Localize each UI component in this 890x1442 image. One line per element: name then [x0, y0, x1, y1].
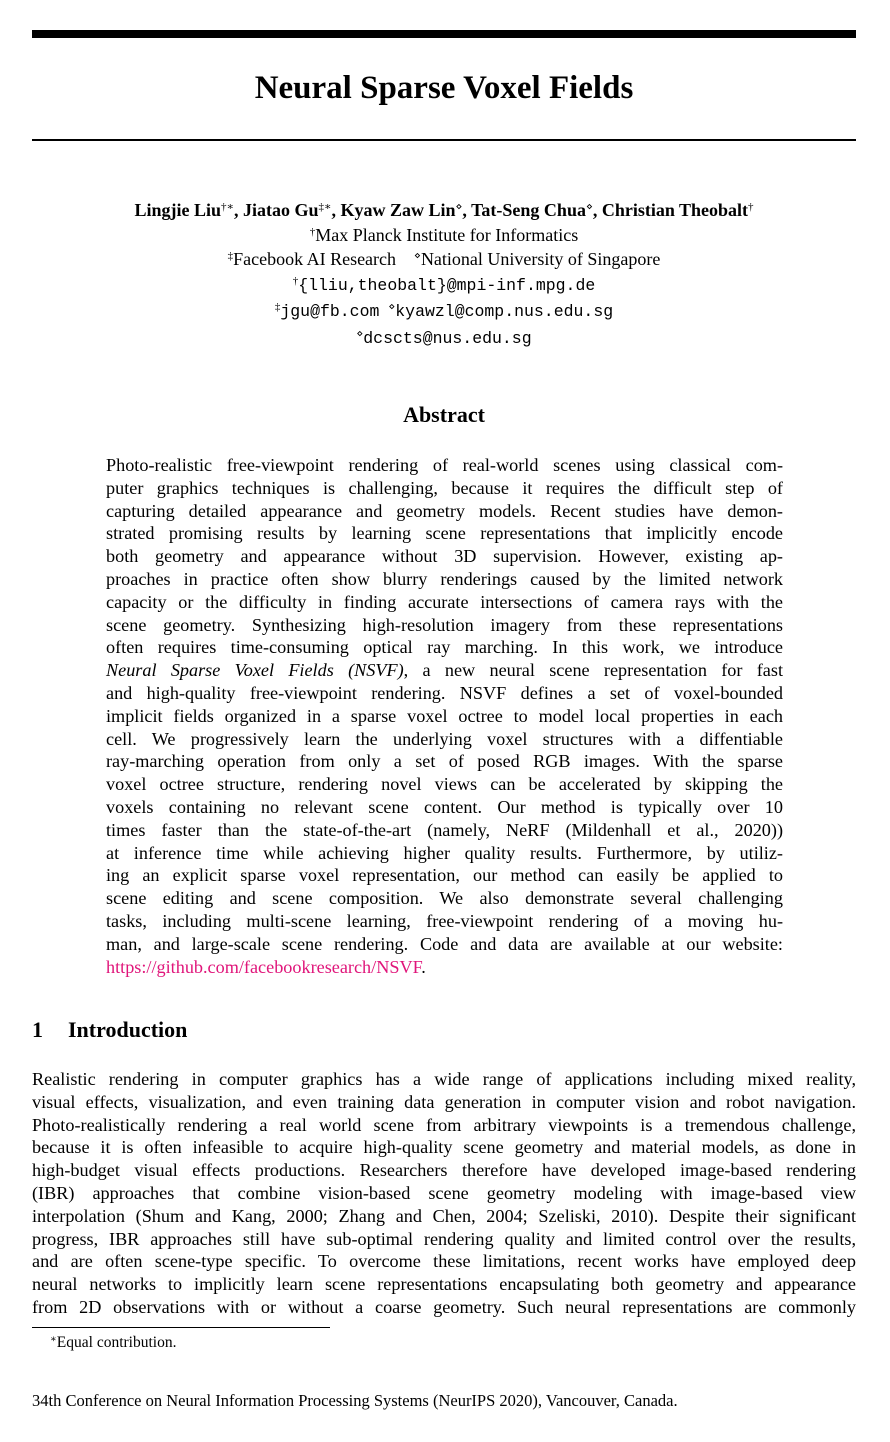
abstract-line: scene geometry. Synthesizing high-resolution imagery from these representations	[106, 614, 783, 635]
footnote-mark: ∗	[50, 1334, 57, 1345]
section-number: 1	[32, 1017, 43, 1042]
affiliation-mark: ⋄	[414, 250, 421, 262]
abstract-line: scene editing and scene composition. We also demonstrate several challenging	[106, 888, 783, 909]
abstract-line: ing an explicit sparse voxel representation, our method can easily be applied to	[106, 865, 783, 886]
intro-line: progress, IBR approaches still have sub-optimal rendering quality and limited control over the results,	[32, 1228, 856, 1249]
abstract-line: both geometry and appearance without 3D supervision. However, existing ap-	[106, 546, 783, 567]
abstract-line	[106, 956, 783, 979]
abstract-end: .	[421, 956, 426, 977]
footnote-text: Equal contribution.	[56, 1334, 177, 1351]
abstract-line: proaches in practice often show blurry renderings caused by the limited network	[106, 568, 783, 589]
author-mark: ⋄	[455, 201, 463, 213]
author-mark: ‡∗	[318, 201, 332, 213]
author-mark: †	[748, 201, 754, 213]
method-name: Neural Sparse Voxel Fields (NSVF)	[106, 660, 404, 681]
email-line	[32, 298, 856, 325]
abstract-line: capturing detailed appearance and geometry models. Recent studies have demon-	[106, 500, 783, 521]
email-mark: ⋄	[388, 301, 396, 313]
abstract-line: cell. We progressively learn the underlying voxel structures with a diffentiable	[106, 728, 783, 749]
affiliation-line	[32, 247, 856, 272]
abstract-line: at inference time while achieving higher quality results. Furthermore, by utiliz-	[106, 842, 783, 863]
author-block	[32, 198, 856, 351]
affiliation-mark: †	[309, 225, 316, 238]
intro-line: and are often scene-type specific. To overcome these limitations, recent works have employed deep	[32, 1251, 856, 1272]
abstract-line	[106, 659, 783, 682]
author-name: Tat-Seng Chua	[471, 200, 586, 220]
abstract-line-rest: , a new neural scene representation for fast	[403, 660, 784, 681]
author-name: Christian Theobalt	[601, 200, 749, 220]
abstract-line: and high-quality free-viewpoint rendering. NSVF defines a set of voxel-bounded	[106, 682, 783, 703]
email-mpi[interactable]: {lliu,theobalt}@mpi-inf.mpg.de	[298, 275, 596, 295]
email-mark: †	[292, 274, 299, 287]
author-names: Lingjie Liu†∗, Jiatao Gu‡∗, Kyaw Zaw Lin⋄, Tat-Seng Chua⋄, Christian Theobalt†	[134, 200, 754, 220]
abstract-line: strated promising results by learning scene representations that implicitly encode	[106, 523, 783, 544]
abstract-line: man, and large-scale scene rendering. Code and data are available at our website:	[106, 933, 783, 954]
abstract-line: puter graphics techniques is challenging, because it requires the difficult step of	[106, 477, 783, 498]
affiliation-mark: ‡	[227, 250, 234, 262]
intro-line: Photo-realistically rendering a real world scene from arbitrary viewpoints is a tremendous challenge,	[32, 1114, 856, 1135]
abstract-line: capacity or the difficulty in finding accurate intersections of camera rays with the	[106, 591, 783, 612]
author-name: Kyaw Zaw Lin	[340, 200, 456, 220]
intro-line: visual effects, visualization, and even training data generation in computer vision and robot navigation.	[32, 1091, 856, 1112]
github-link[interactable]: https://github.com/facebookresearch/NSVF	[106, 956, 422, 977]
abstract-body	[106, 454, 783, 978]
affiliation-line	[32, 223, 856, 248]
section-title: Introduction	[68, 1017, 188, 1042]
intro-line: from 2D observations with or without a coarse geometry. Such neural representations are commonly	[32, 1296, 856, 1317]
abstract-line: voxels containing no relevant scene content. Our method is typically over 10	[106, 796, 783, 817]
title-top-rule	[32, 30, 856, 38]
footnote	[50, 1333, 176, 1353]
author-name: Lingjie Liu	[134, 200, 221, 220]
intro-line: Realistic rendering in computer graphics has a wide range of applications including mixed reality,	[32, 1069, 856, 1089]
affiliation-mpi: Max Planck Institute for Informatics	[315, 224, 579, 245]
affiliation-nus: National University of Singapore	[420, 249, 661, 269]
title-bottom-rule	[32, 139, 856, 141]
abstract-heading: Abstract	[403, 402, 485, 427]
conference-note: 34th Conference on Neural Information Processing Systems (NeurIPS 2020), Vancouver, Canada.	[32, 1391, 678, 1410]
introduction-body	[32, 1068, 856, 1319]
author-mark: ⋄	[585, 201, 593, 213]
abstract-line: voxel octree structure, rendering novel views can be accelerated by skipping the	[106, 774, 783, 795]
abstract-line: tasks, including multi-scene learning, free-viewpoint rendering of a moving hu-	[106, 910, 783, 931]
intro-line: neural networks to implicitly learn scene representations encapsulating both geometry and appearance	[32, 1274, 856, 1295]
intro-line: high-budget visual effects productions. Researchers therefore have developed image-based rendering	[32, 1160, 856, 1181]
abstract-line: implicit fields organized in a sparse voxel octree to model local properties in each	[106, 705, 783, 726]
email-line	[32, 325, 856, 352]
section-heading-introduction	[32, 1015, 187, 1045]
email-fb[interactable]: jgu@fb.com	[280, 302, 380, 321]
email-mark: ⋄	[356, 327, 364, 340]
intro-line: because it is often infeasible to acquire high-quality scene geometry and material models, as done in	[32, 1137, 856, 1158]
email-line	[32, 272, 856, 299]
author-mark: †∗	[220, 201, 234, 213]
abstract-line: ray-marching operation from only a set of posed RGB images. With the sparse	[106, 751, 783, 772]
abstract-line: Photo-realistic free-viewpoint rendering of real-world scenes using classical com-	[106, 455, 783, 475]
paper-title: Neural Sparse Voxel Fields	[254, 70, 634, 106]
email-nus-kyawzl[interactable]: kyawzl@comp.nus.edu.sg	[395, 302, 614, 321]
email-mark: ‡	[274, 301, 281, 313]
email-nus-dcscts[interactable]: dcscts@nus.edu.sg	[363, 328, 532, 348]
author-name: Jiatao Gu	[242, 200, 319, 220]
intro-line: interpolation (Shum and Kang, 2000; Zhang and Chen, 2004; Szeliski, 2010). Despite their significant	[32, 1205, 856, 1226]
footnote-rule	[32, 1327, 330, 1328]
intro-line: (IBR) approaches that combine vision-based scene geometry modeling with image-based view	[32, 1182, 856, 1203]
abstract-line: often requires time-consuming optical ray marching. In this work, we introduce	[106, 637, 783, 658]
abstract-line: times faster than the state-of-the-art (namely, NeRF (Mildenhall et al., 2020))	[106, 819, 783, 840]
affiliation-fair: Facebook AI Research	[233, 249, 397, 269]
